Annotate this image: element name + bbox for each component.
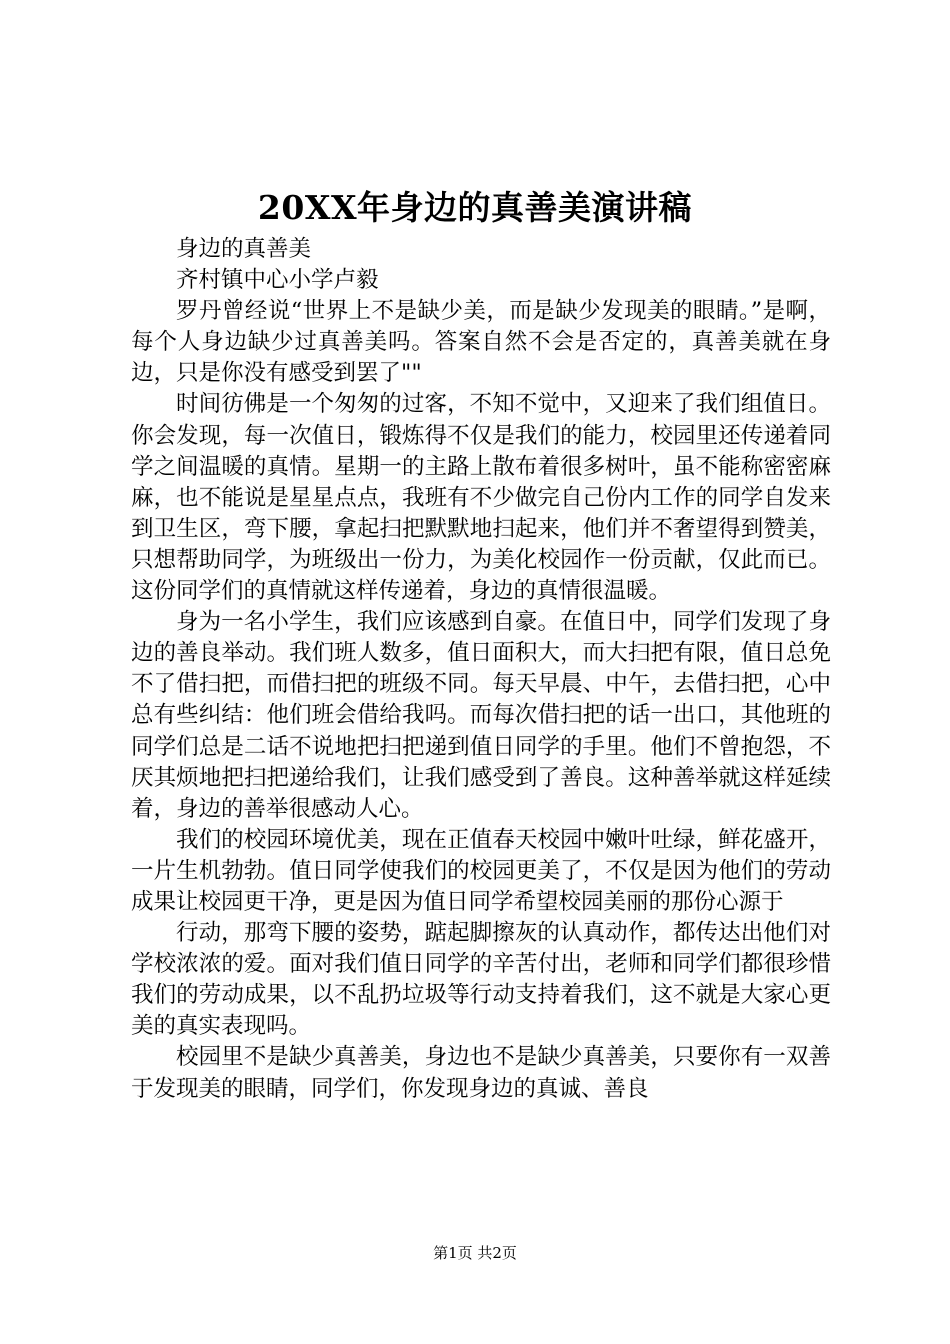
body-paragraph: 身为一名小学生，我们应该感到自豪。在值日中，同学们发现了身边的善良举动。我们班人数多，值日面积大，而大扫把有限，值日总免不了借扫把，而借扫把的班级不同。每天早晨、中午，去借扫把，心中总有些纠结：他们班会借给我吗。而每次借扫把的话一出口，其他班的同学们总是二话不说地把扫把递到值日同学的手里。他们不曾抱怨，不厌其烦地把扫把递给我们，让我们感受到了善良。这种善举就这样延续着，身边的善举很感动人心。 (131, 609, 831, 822)
body-paragraph: 校园里不是缺少真善美，身边也不是缺少真善美，只要你有一双善于发现美的眼睛，同学们，你发现身边的真诚、善良 (131, 1044, 831, 1102)
body-paragraph: 时间彷佛是一个匆匆的过客，不知不觉中，又迎来了我们组值日。你会发现，每一次值日，锻炼得不仅是我们的能力，校园里还传递着同学之间温暖的真情。星期一的主路上散布着很多树叶，虽不能称密密麻麻，也不能说是星星点点，我班有不少做完自己份内工作的同学自发来到卫生区，弯下腰，拿起扫把默默地扫起来，他们并不奢望得到赞美，只想帮助同学，为班级出一份力，为美化校园作一份贡献，仅此而已。这份同学们的真情就这样传递着，身边的真情很温暖。 (131, 391, 831, 605)
document-title: 20XX年身边的真善美演讲稿 (257, 188, 693, 227)
subtitle-paragraph: 身边的真善美 (176, 236, 312, 262)
page-footer: 第1页 共2页 (433, 1244, 517, 1262)
author-paragraph: 齐村镇中心小学卢毅 (176, 267, 379, 294)
body-paragraph: 行动，那弯下腰的姿势，踮起脚擦灰的认真动作，都传达出他们对学校浓浓的爱。面对我们值日同学的辛苦付出，老师和同学们都很珍惜我们的劳动成果，以不乱扔垃圾等行动支持着我们，这不就是大家心更美的真实表现吗。 (131, 920, 831, 1040)
body-paragraph: 我们的校园环境优美，现在正值春天校园中嫩叶吐绿，鲜花盛开，一片生机勃勃。值日同学使我们的校园更美了，不仅是因为他们的劳动成果让校园更干净，更是因为值日同学希望校园美丽的那份心源于 (131, 826, 831, 915)
body-paragraph: 罗丹曾经说“世界上不是缺少美，而是缺少发现美的眼睛。”是啊，每个人身边缺少过真善美吗。答案自然不会是否定的，真善美就在身边，只是你没有感受到罢了"" (131, 298, 831, 387)
document-body (131, 234, 831, 1105)
